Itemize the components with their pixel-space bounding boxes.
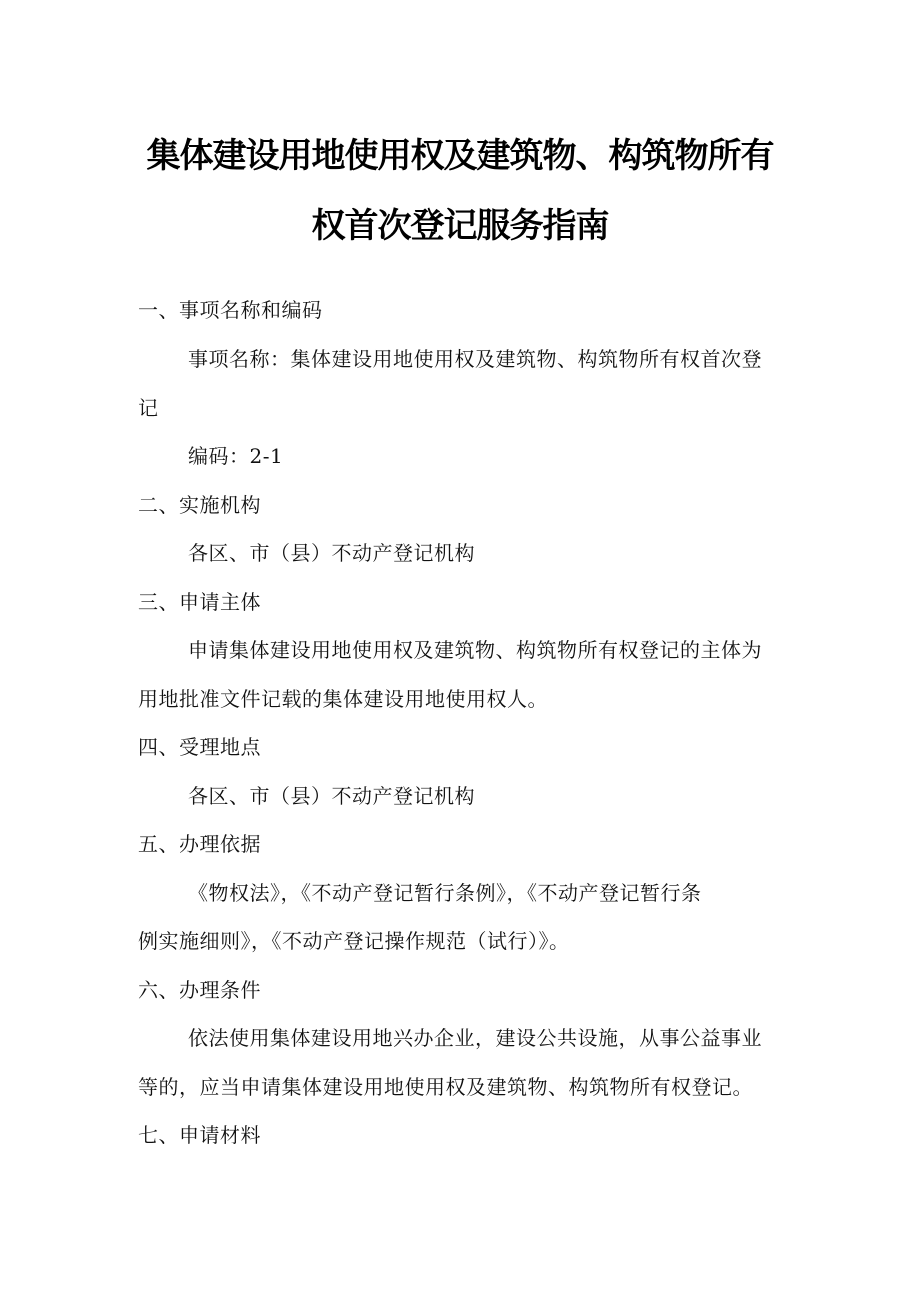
section-heading-materials: 七、申请材料 (138, 1123, 261, 1147)
section-heading-conditions: 六、办理条件 (138, 978, 261, 1002)
page-title-line-1: 集体建设用地使用权及建筑物、构筑物所有 (146, 136, 774, 176)
item-name-text-cont: 记 (138, 396, 159, 420)
conditions-text: 依法使用集体建设用地兴办企业，建设公共设施，从事公益事业 (188, 1026, 762, 1050)
conditions-text-cont: 等的，应当申请集体建设用地使用权及建筑物、构筑物所有权登记。 (138, 1075, 753, 1099)
section-heading-applicant: 三、申请主体 (138, 590, 261, 614)
section-heading-item-name: 一、事项名称和编码 (138, 298, 323, 322)
agency-text: 各区、市（县）不动产登记机构 (188, 541, 475, 565)
basis-text-cont: 例实施细则》，《不动产登记操作规范（试行）》。 (138, 929, 570, 953)
section-heading-basis: 五、办理依据 (138, 832, 261, 856)
location-text: 各区、市（县）不动产登记机构 (188, 784, 475, 808)
section-heading-location: 四、受理地点 (138, 735, 261, 759)
item-code-text: 编码：2-1 (188, 444, 284, 468)
basis-text: 《物权法》，《不动产登记暂行条例》，《不动产登记暂行条 (188, 881, 702, 905)
item-name-text: 事项名称：集体建设用地使用权及建筑物、构筑物所有权首次登 (188, 347, 762, 371)
applicant-text-cont: 用地批准文件记载的集体建设用地使用权人。 (138, 687, 548, 711)
section-heading-agency: 二、实施机构 (138, 493, 261, 517)
page-title-line-2: 权首次登记服务指南 (311, 206, 609, 246)
applicant-text: 申请集体建设用地使用权及建筑物、构筑物所有权登记的主体为 (188, 638, 762, 662)
